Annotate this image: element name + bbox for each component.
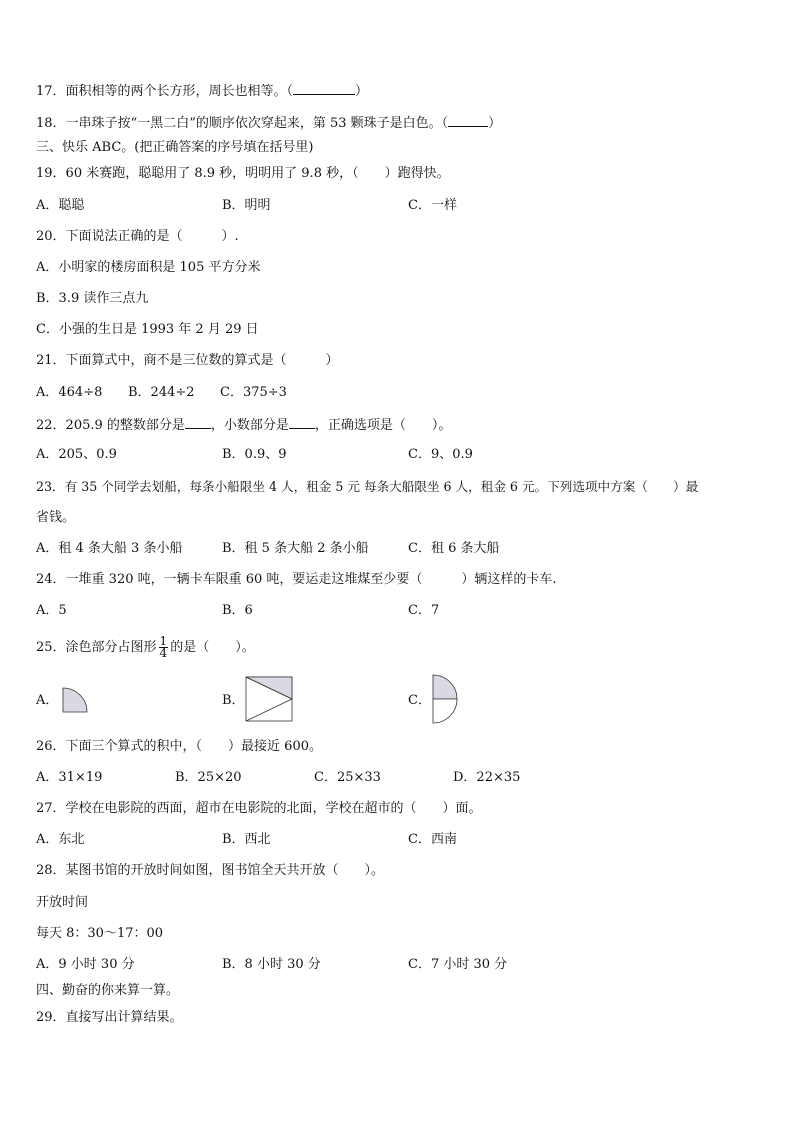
- q24-option-a[interactable]: A．5: [36, 603, 67, 618]
- q21-option-a[interactable]: A．464÷8: [36, 385, 103, 400]
- q28-option-a[interactable]: A．9 小时 30 分: [36, 957, 135, 972]
- q26-option-a[interactable]: A．31×19: [36, 770, 103, 785]
- q25-option-c[interactable]: C．: [408, 693, 431, 708]
- question-18: [36, 114, 501, 132]
- question-21: 21．下面算式中，商不是三位数的算式是（ ）: [36, 353, 339, 368]
- question-23-line1: 23．有 35 个同学去划船，每条小船限坐 4 人，租金 5 元 每条大船限坐 6 人，租金 6 元。下列选项中方案（ ）最: [36, 479, 699, 494]
- q17-close: ）: [355, 84, 369, 99]
- q20-option-a[interactable]: A．小明家的楼房面积是 105 平方分米: [36, 260, 261, 275]
- q20-option-b[interactable]: B．3.9 读作三点九: [36, 291, 149, 306]
- q28-notice-time: 每天 8：30～17：00: [36, 926, 164, 941]
- q25-figure-b-square: [245, 676, 293, 722]
- q27-option-a[interactable]: A．东北: [36, 832, 85, 847]
- section-3-heading: 三、快乐 ABC。(把正确答案的序号填在括号里): [36, 140, 314, 155]
- q19-option-b[interactable]: B．明明: [222, 198, 271, 213]
- q21-option-b[interactable]: B．244÷2: [128, 385, 195, 400]
- question-22: [36, 416, 451, 434]
- q24-option-b[interactable]: B．6: [222, 603, 253, 618]
- q24-option-c[interactable]: C．7: [408, 603, 440, 618]
- q22-text-b: ，小数部分是: [210, 418, 289, 433]
- q26-option-c[interactable]: C．25×33: [314, 770, 381, 785]
- section-4-heading: 四、勤奋的你来算一算。: [36, 983, 180, 998]
- question-26: 26．下面三个算式的积中，（ ）最接近 600。: [36, 739, 322, 754]
- question-29: 29．直接写出计算结果。: [36, 1010, 183, 1025]
- question-17: [36, 82, 368, 100]
- q25-fraction: [159, 636, 169, 659]
- q23-option-b[interactable]: B．租 5 条大船 2 条小船: [222, 541, 369, 556]
- q26-option-d[interactable]: D．22×35: [453, 770, 521, 785]
- q28-notice-title: 开放时间: [36, 895, 89, 910]
- q23-option-c[interactable]: C．租 6 条大船: [408, 541, 500, 556]
- q25-text-b: 的是（ ）。: [170, 640, 255, 655]
- q25-fraction-numerator: 1: [159, 634, 168, 648]
- question-19: 19．60 米赛跑，聪聪用了 8.9 秒，明明用了 9.8 秒，（ ）跑得快。: [36, 166, 450, 181]
- q25-option-a[interactable]: A．: [36, 693, 59, 708]
- q28-option-b[interactable]: B．8 小时 30 分: [222, 957, 321, 972]
- q17-text: 17．面积相等的两个长方形，周长也相等。（: [36, 84, 294, 99]
- q26-option-b[interactable]: B．25×20: [175, 770, 242, 785]
- q25-option-b[interactable]: B．: [222, 693, 245, 708]
- q25-figure-c-semicircle: [431, 674, 461, 724]
- q17-answer-blank[interactable]: [293, 82, 355, 95]
- q22-text-a: 22．205.9 的整数部分是: [36, 418, 185, 433]
- q18-text: 18．一串珠子按“一黑二白”的顺序依次穿起来，第 53 颗珠子是白色。（: [36, 116, 449, 131]
- q19-option-c[interactable]: C．一样: [408, 198, 457, 213]
- question-20: 20．下面说法正确的是（ ）.: [36, 229, 239, 244]
- q22-option-a[interactable]: A．205、0.9: [36, 447, 117, 462]
- question-24: 24．一堆重 320 吨，一辆卡车限重 60 吨，要运走这堆煤至少要（ ）辆这样的卡车.: [36, 572, 557, 587]
- q25-fraction-denominator: 4: [159, 646, 168, 660]
- question-28: 28．某图书馆的开放时间如图，图书馆全天共开放（ ）。: [36, 863, 385, 878]
- q22-text-c: ，正确选项是（ ）。: [314, 418, 452, 433]
- q27-option-b[interactable]: B．西北: [222, 832, 271, 847]
- q22-option-b[interactable]: B．0.9、9: [222, 447, 287, 462]
- q22-option-c[interactable]: C．9、0.9: [408, 447, 473, 462]
- q25-text-a: 25．涂色部分占图形: [36, 640, 157, 655]
- q18-close: ）: [488, 116, 502, 131]
- question-27: 27．学校在电影院的西面，超市在电影院的北面，学校在超市的（ ）面。: [36, 801, 482, 816]
- q25-figure-a-quarter-circle: [60, 685, 90, 715]
- q19-option-a[interactable]: A．聪聪: [36, 198, 85, 213]
- q23-option-a[interactable]: A．租 4 条大船 3 条小船: [36, 541, 183, 556]
- q18-answer-blank[interactable]: [448, 114, 488, 127]
- question-25: [36, 632, 255, 664]
- q27-option-c[interactable]: C．西南: [408, 832, 457, 847]
- q28-option-c[interactable]: C．7 小时 30 分: [408, 957, 508, 972]
- q22-integer-blank[interactable]: [185, 416, 211, 429]
- q21-option-c[interactable]: C．375÷3: [220, 385, 287, 400]
- q20-option-c[interactable]: C．小强的生日是 1993 年 2 月 29 日: [36, 322, 259, 337]
- q22-decimal-blank[interactable]: [289, 416, 315, 429]
- question-23-line2: 省钱。: [36, 510, 76, 525]
